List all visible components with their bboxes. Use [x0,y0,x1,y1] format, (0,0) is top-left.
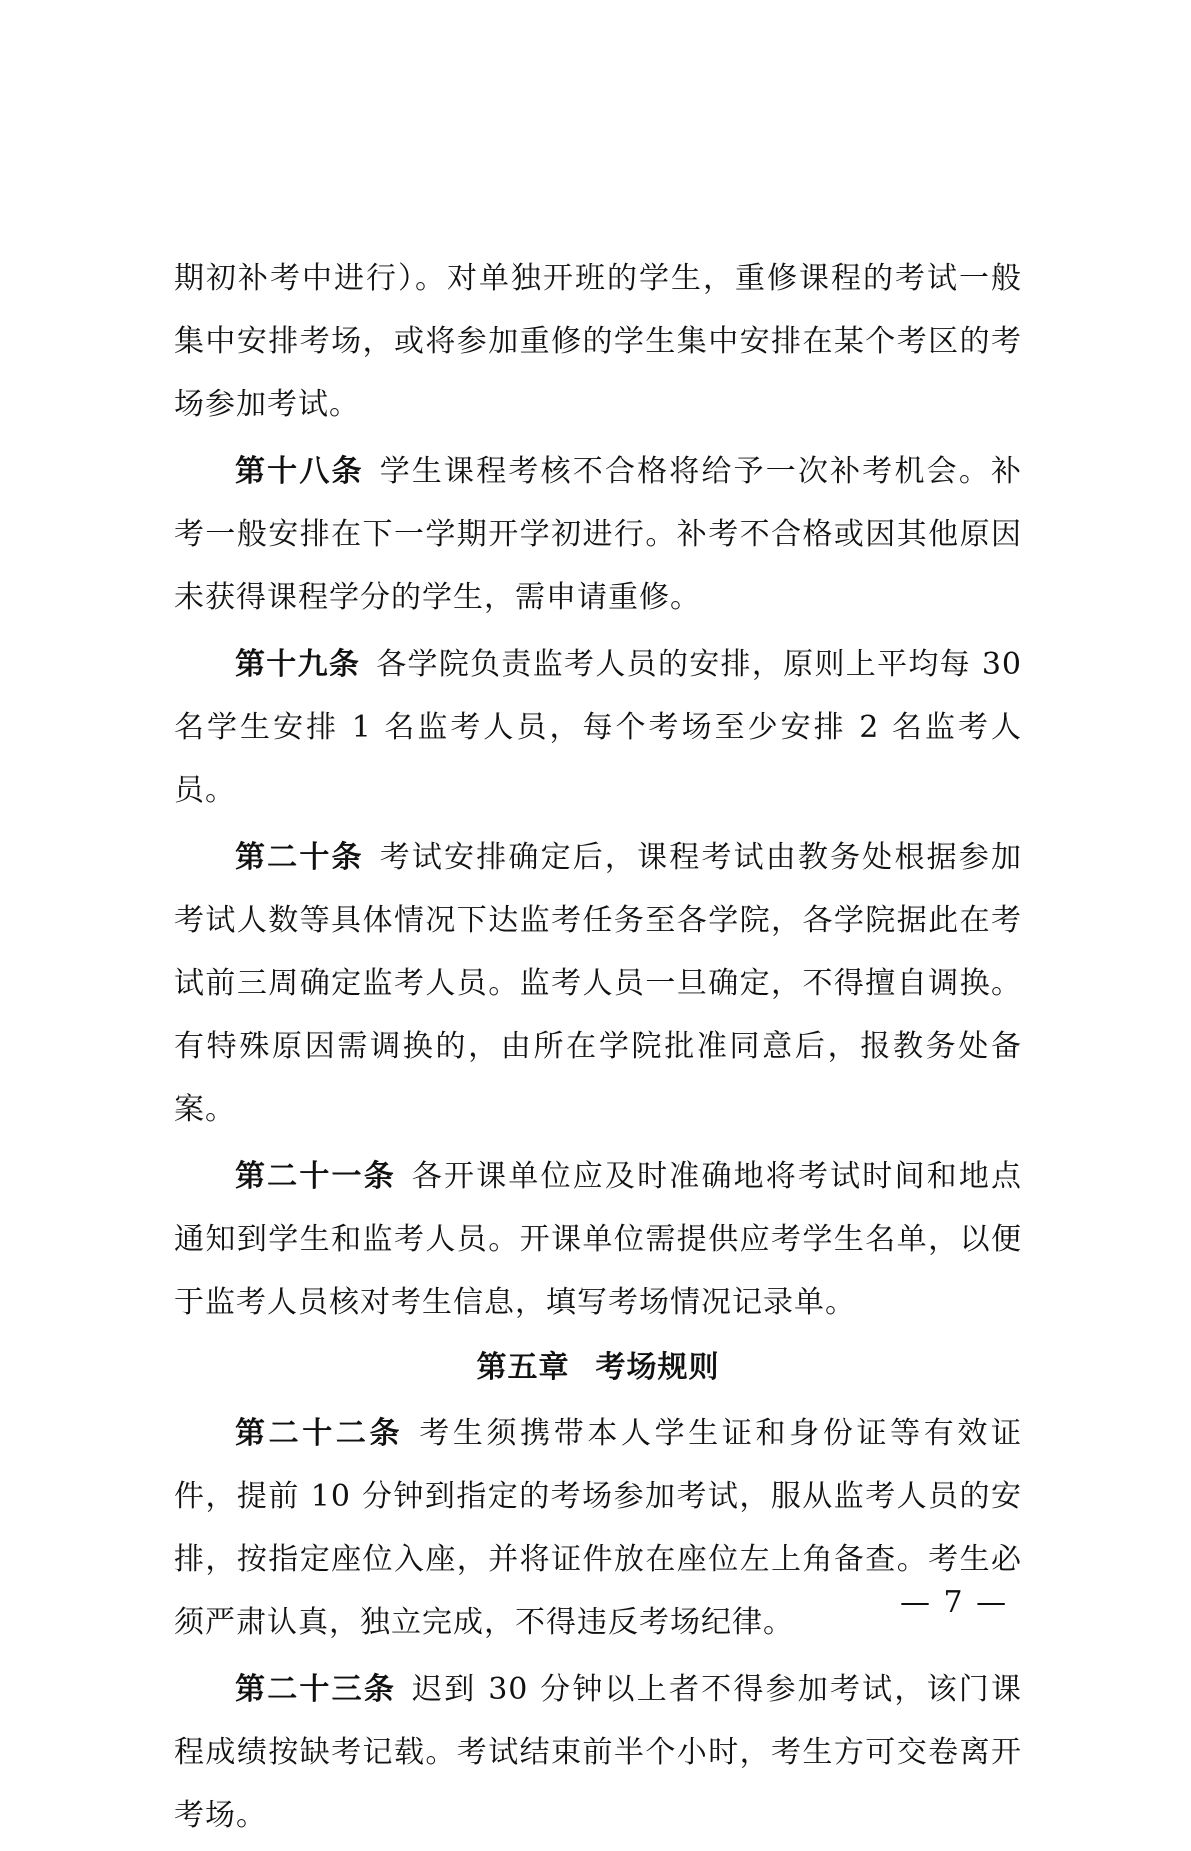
paragraph-text: 期初补考中进行）。对单独开班的学生，重修课程的考试一般集中安排考场，或将参加重修的学生集中安排在某个考区的考场参加考试。 [174,261,1022,422]
paragraph-text: 考生须携带本人学生证和身份证等有效证件，提前 10 分钟到指定的考场参加考试，服从监考人员的安排，按指定座位入座，并将证件放在座位左上角备查。考生必须严肃认真，独立完成，不得违反考场纪律。 [174,1416,1023,1640]
chapter-title: 考场规则 [595,1350,720,1385]
article-21 [174,1145,1022,1334]
article-number: 第十八条 [235,454,364,489]
article-19 [174,633,1022,822]
article-20 [174,826,1022,1141]
chapter-number: 第五章 [476,1350,570,1385]
paragraph-text: 各学院负责监考人员的安排，原则上平均每 30 名学生安排 1 名监考人员，每个考场至少安排 2 名监考人员。 [174,647,1022,808]
article-18 [174,440,1022,629]
article-22 [174,1402,1022,1654]
article-number: 第二十二条 [235,1416,404,1451]
paragraph-text: 考试安排确定后，课程考试由教务处根据参加考试人数等具体情况下达监考任务至各学院，各学院据此在考试前三周确定监考人员。监考人员一旦确定，不得擅自调换。有特殊原因需调换的，由所在学院批准同意后，报教务处备案。 [174,840,1023,1127]
paragraph-text: 学生课程考核不合格将给予一次补考机会。补考一般安排在下一学期开学初进行。补考不合格或因其他原因未获得课程学分的学生，需申请重修。 [174,454,1023,615]
article-number: 第二十条 [235,840,364,875]
article-number: 第十九条 [235,647,361,682]
page-number: — 7 — [900,1585,1009,1620]
chapter-heading [174,1338,1022,1398]
article-number: 第二十三条 [235,1672,397,1707]
paragraph-text: 各开课单位应及时准确地将考试时间和地点通知到学生和监考人员。开课单位需提供应考学生名单，以便于监考人员核对考生信息，填写考场情况记录单。 [174,1159,1023,1320]
article-23 [174,1658,1022,1847]
paragraph-text: 迟到 30 分钟以上者不得参加考试，该门课程成绩按缺考记载。考试结束前半个小时，考生方可交卷离开考场。 [174,1672,1023,1833]
article-number: 第二十一条 [235,1159,396,1194]
document-body [174,247,1022,1851]
paragraph-continued [174,247,1022,436]
